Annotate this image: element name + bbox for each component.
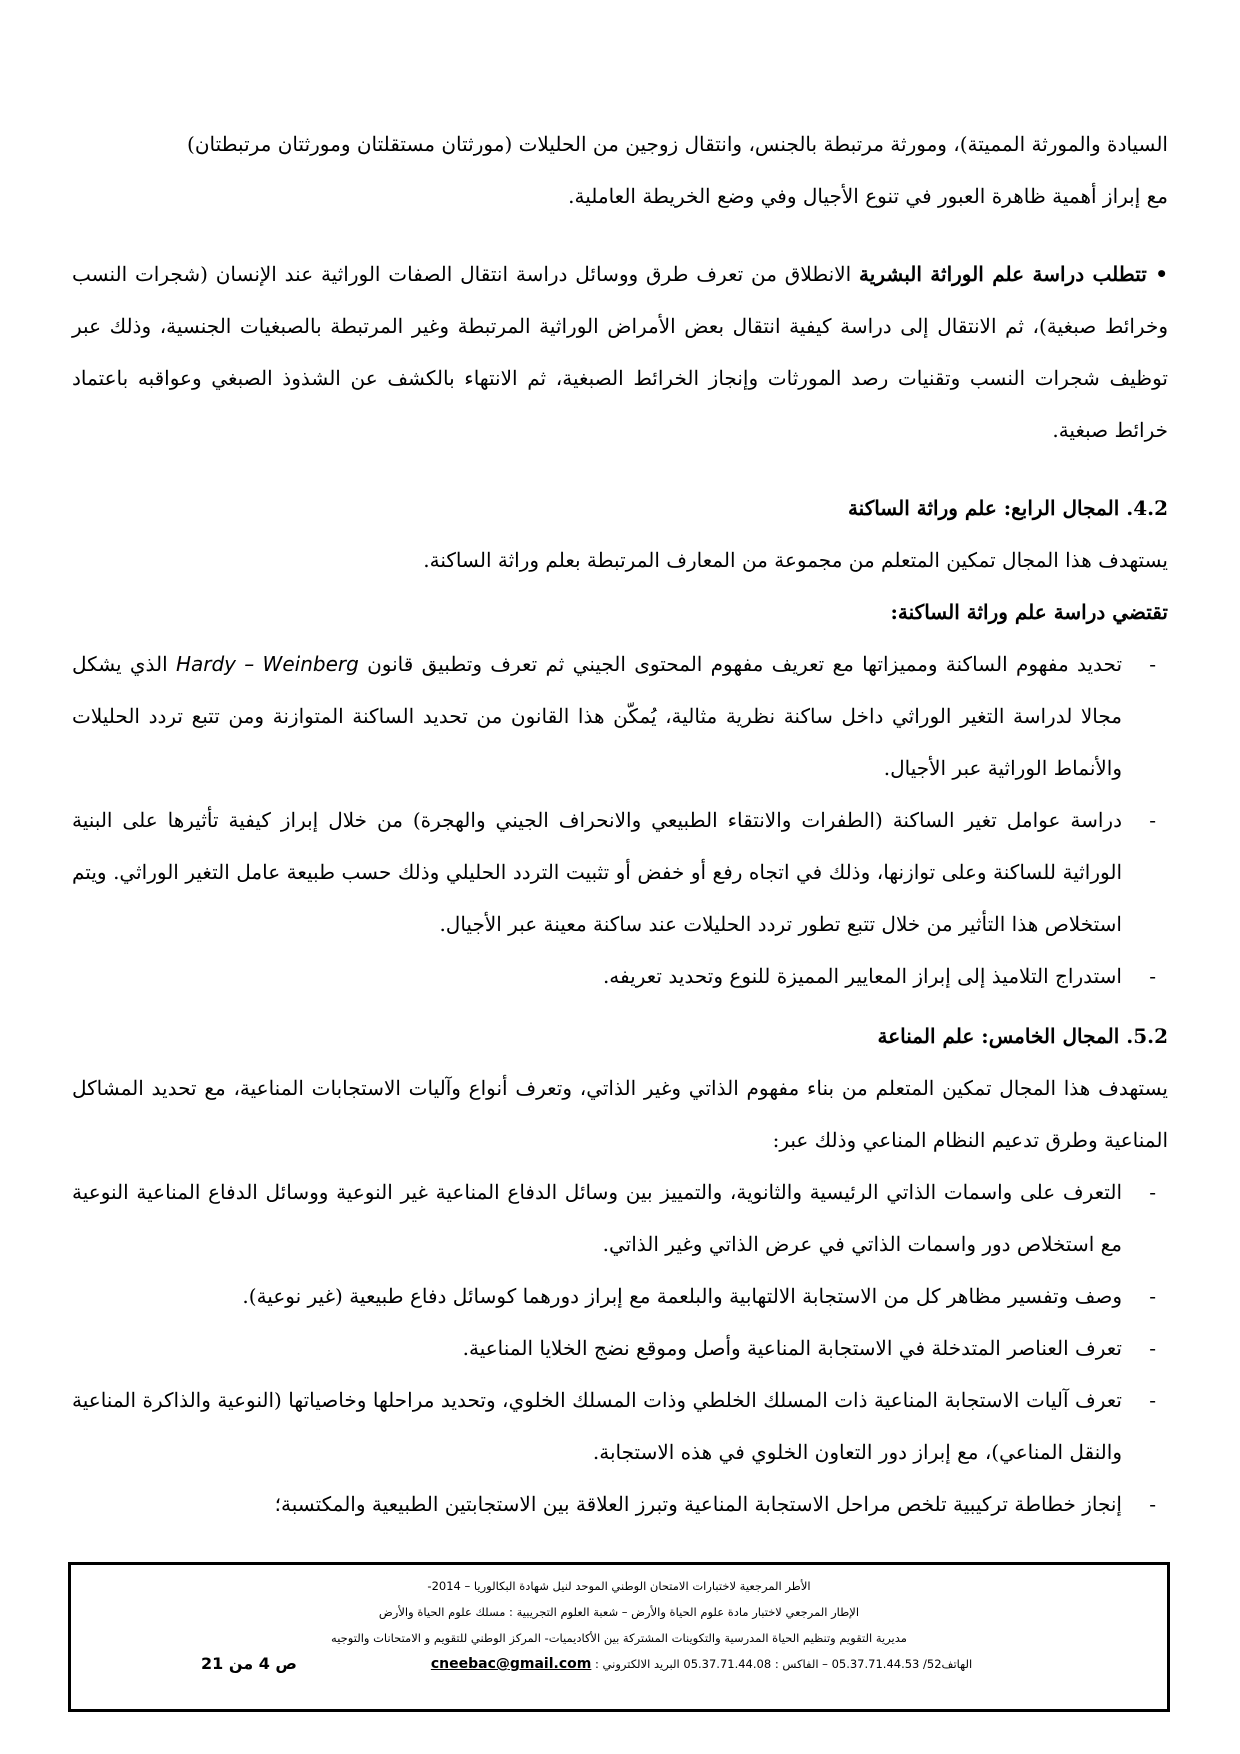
- section-4-2-intro: يستهدف هذا المجال تمكين المتعلم من مجموعة من المعارف المرتبطة بعلم وراثة الساكنة.: [423, 548, 1168, 572]
- bullet-icon: •: [1146, 262, 1169, 286]
- hardy-weinberg-term: Hardy – Weinberg: [175, 652, 359, 676]
- intro-line-1: السيادة والمورثة المميتة)، ومورثة مرتبطة بالجنس، وانتقال زوجين من الحليلات (مورثتان مستقلتان ومورثتان مرتبطتان): [187, 132, 1168, 156]
- list-item: - استدراج التلاميذ إلى إبراز المعايير المميزة للنوع وتحديد تعريفه.: [72, 950, 1168, 1002]
- section-5-2-heading: 5.2. المجال الخامس: علم المناعة: [877, 1024, 1168, 1048]
- list-item: - دراسة عوامل تغير الساكنة (الطفرات والانتقاء الطبيعي والانحراف الجيني والهجرة) من خلال إبراز كيفية تأثيرها على البنية الوراثية للساكنة وعلى توازنها، وذلك في اتجاه رفع أو خفض أو تثبيت التردد الحليلي وذلك حسب طبيعة عامل التغير الوراثي. ويتم استخلاص هذا التأثير من خلال تتبع تطور تردد الحليلات عند ساكنة معينة عبر الأجيال.: [72, 794, 1168, 950]
- list-item: - وصف وتفسير مظاهر كل من الاستجابة الالتهابية والبلعمة مع إبراز دورهما كوسائل دفاع طبيعية (غير نوعية).: [72, 1270, 1168, 1322]
- page-number: ص 4 من 21: [201, 1654, 297, 1673]
- page-footer: [68, 1562, 1170, 1712]
- footer-line-1: الأطر المرجعية لاختبارات الامتحان الوطني الموحد لنيل شهادة البكالوريا – 2014-: [427, 1579, 811, 1593]
- human-genetics-lead: تتطلب دراسة علم الوراثة البشرية: [859, 262, 1147, 286]
- intro-line-2: مع إبراز أهمية ظاهرة العبور في تنوع الأجيال وفي وضع الخريطة العاملية.: [568, 184, 1168, 208]
- list-item: - تعرف العناصر المتدخلة في الاستجابة المناعية وأصل وموقع نضج الخلايا المناعية.: [72, 1322, 1168, 1374]
- section-5-2-list: [72, 1166, 1168, 1530]
- email-link[interactable]: cneebac@gmail.com: [430, 1656, 592, 1672]
- list-item: - تعرف آليات الاستجابة المناعية ذات المسلك الخلطي وذات المسلك الخلوي، وتحديد مراحلها وخاصياتها (النوعية والذاكرة المناعية والنقل المناعي)، مع إبراز دور التعاون الخلوي في هذه الاستجابة.: [72, 1374, 1168, 1478]
- footer-line-2: الإطار المرجعي لاختبار مادة علوم الحياة والأرض – شعبة العلوم التجريبية : مسلك علوم الحياة والأرض: [378, 1605, 860, 1619]
- document-body: [72, 118, 1168, 1530]
- footer-line-3: مديرية التقويم وتنظيم الحياة المدرسية والتكوينات المشتركة بين الأكاديميات- المركز الوطني للتقويم و الامتحانات والتوجيه: [331, 1631, 907, 1645]
- footer-contact: الهاتف52/ 05.37.71.44.53 – الفاكس : 05.37.71.44.08 البريد الالكتروني : cneebac@gmail.com: [430, 1656, 973, 1672]
- section-4-2-subheading: تقتضي دراسة علم وراثة الساكنة:: [890, 600, 1168, 624]
- section-4-2-heading: 4.2. المجال الرابع: علم وراثة الساكنة: [847, 496, 1168, 520]
- human-genetics-text: الانطلاق من تعرف طرق ووسائل دراسة انتقال الصفات الوراثية عند الإنسان (شجرات النسب وخرائط صبغية)، ثم الانتقال إلى دراسة كيفية انتقال بعض الأمراض الوراثية المرتبطة وغير المرتبطة بالصبغيات الجنسية، وذلك عبر توظيف شجرات النسب وتقنيات رصد المورثات وإنجاز الخرائط الصبغية، ثم الانتهاء بالكشف عن الشذوذ الصبغي وعواقبه باعتماد خرائط صبغية.: [72, 262, 1168, 442]
- list-item: - تحديد مفهوم الساكنة ومميزاتها مع تعريف مفهوم المحتوى الجيني ثم تعرف وتطبيق قانون Hardy – Weinberg الذي يشكل مجالا لدراسة التغير الوراثي داخل ساكنة نظرية مثالية، يُمكّن هذا القانون من تحديد الساكنة المتوازنة ومن تتبع تردد الحليلات والأنماط الوراثية عبر الأجيال.: [72, 638, 1168, 794]
- section-5-2-intro: يستهدف هذا المجال تمكين المتعلم من بناء مفهوم الذاتي وغير الذاتي، وتعرف أنواع وآليات الاستجابات المناعية، مع تحديد المشاكل المناعية وطرق تدعيم النظام المناعي وذلك عبر:: [72, 1076, 1168, 1152]
- list-item: - إنجاز خطاطة تركيبية تلخص مراحل الاستجابة المناعية وتبرز العلاقة بين الاستجابتين الطبيعية والمكتسبة؛: [72, 1478, 1168, 1530]
- section-4-2-list: [72, 638, 1168, 1002]
- human-genetics-paragraph: [72, 248, 1168, 456]
- list-item: - التعرف على واسمات الذاتي الرئيسية والثانوية، والتمييز بين وسائل الدفاع المناعية غير النوعية ووسائل الدفاع المناعية النوعية مع استخلاص دور واسمات الذاتي في عرض الذاتي وغير الذاتي.: [72, 1166, 1168, 1270]
